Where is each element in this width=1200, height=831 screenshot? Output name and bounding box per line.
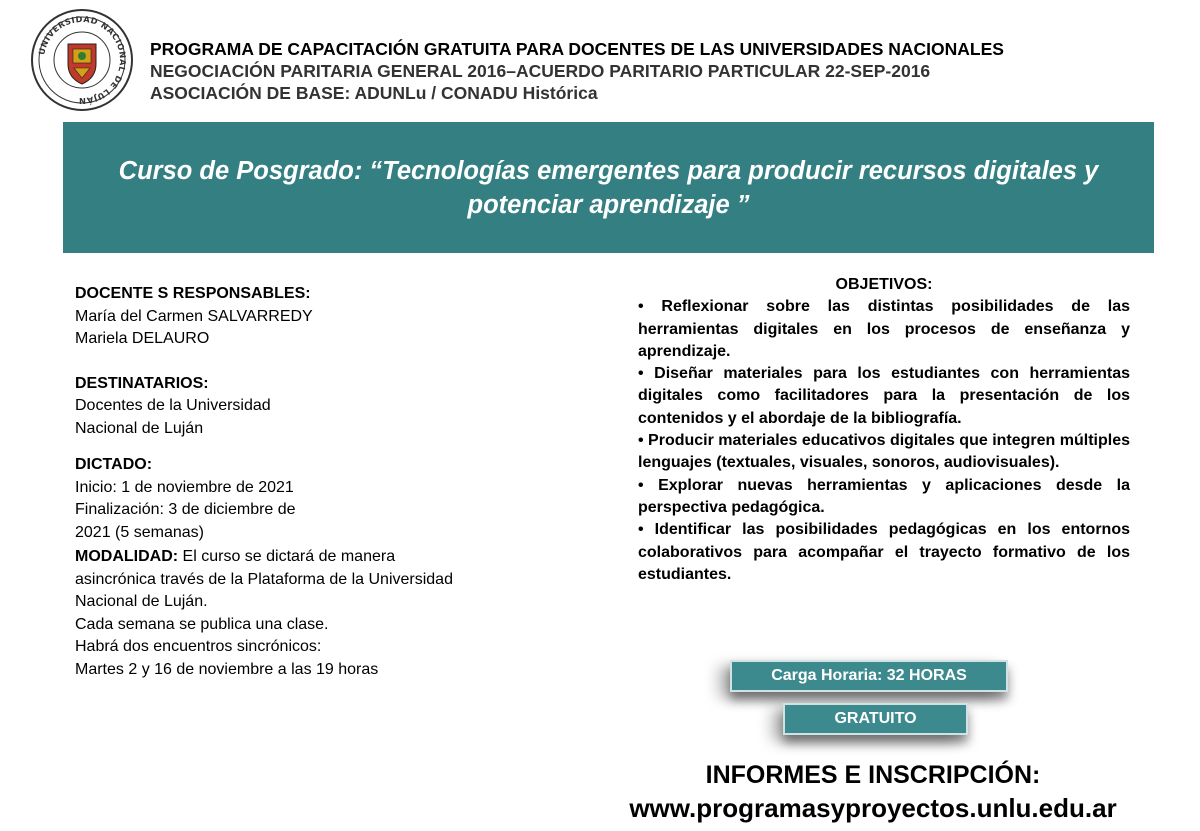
- header-negotiation-line: NEGOCIACIÓN PARITARIA GENERAL 2016–ACUERDO PARITARIO PARTICULAR 22-SEP-2016: [150, 61, 931, 81]
- docente-name: María del Carmen SALVARREDY: [75, 307, 313, 325]
- destinatarios-heading: DESTINATARIOS:: [75, 374, 209, 392]
- dictado-line: Inicio: 1 de noviembre de 2021: [75, 478, 294, 496]
- modalidad-line: Martes 2 y 16 de noviembre a las 19 horas: [75, 660, 379, 678]
- course-title: Curso de Posgrado: “Tecnologías emergentes para producir recursos digitales y potenciar aprendizaje ”: [118, 156, 1099, 219]
- modalidad-heading: MODALIDAD:: [75, 548, 179, 565]
- docentes-heading: DOCENTE S RESPONSABLES:: [75, 285, 311, 302]
- docente-name: Mariela DELAURO: [75, 330, 210, 347]
- objetivo-item: • Reflexionar sobre las distintas posibilidades de las herramientas digitales en los procesos de enseñanza y aprendizaje.: [638, 298, 1130, 360]
- dictado-line: 2021 (5 semanas): [75, 523, 204, 541]
- carga-horaria-badge: Carga Horaria: 32 HORAS: [730, 660, 1008, 692]
- gratuito-badge: GRATUITO: [783, 703, 968, 735]
- dictado-heading: DICTADO:: [75, 456, 153, 473]
- modalidad-line: Cada semana se publica una clase.: [75, 615, 329, 633]
- dictado-line: Finalización: 3 de diciembre de: [75, 501, 296, 518]
- objetivo-item: • Producir materiales educativos digitales que integren múltiples lenguajes (textuales, visuales, sonoros, audiovisuales).: [638, 432, 1130, 472]
- course-details: [75, 283, 475, 681]
- objetivo-item: • Explorar nuevas herramientas y aplicaciones desde la perspectiva pedagógica.: [638, 476, 1130, 516]
- destinatarios-line: Nacional de Luján: [75, 419, 204, 437]
- header-association-line: ASOCIACIÓN DE BASE: ADUNLu / CONADU Histórica: [150, 83, 598, 103]
- objetivo-item: • Diseñar materiales para los estudiantes con herramientas digitales como facilitadores para la presentación de los contenidos y el abordaje de la bibliografía.: [638, 365, 1130, 427]
- destinatarios-line: Docentes de la Universidad: [75, 397, 271, 414]
- objetivo-item: • Identificar las posibilidades pedagógicas en los entornos colaborativos para acompañar el trayecto formativo de los estudiantes.: [638, 521, 1130, 583]
- header-program-line: PROGRAMA DE CAPACITACIÓN GRATUITA PARA DOCENTES DE LAS UNIVERSIDADES NACIONALES: [150, 39, 1004, 59]
- svg-text:UNIVERSIDAD NACIONAL DE LUJÁN: UNIVERSIDAD NACIONAL DE LUJÁN: [36, 13, 129, 107]
- modalidad-text: El curso se dictará de manera asincrónica través de la Plataforma de la Universidad Nacional de Luján.: [75, 548, 453, 610]
- objetivos-heading: OBJETIVOS:: [835, 276, 933, 293]
- university-seal-logo: [30, 8, 134, 112]
- informes-title: INFORMES E INSCRIPCIÓN:: [705, 761, 1041, 789]
- modalidad-paragraph: [75, 546, 475, 614]
- informes-url-link[interactable]: www.programasyproyectos.unlu.edu.ar: [629, 793, 1117, 823]
- informes-section: [613, 760, 1133, 825]
- header: [150, 38, 1004, 104]
- objetivos-section: [638, 274, 1130, 586]
- course-title-banner: [63, 122, 1154, 253]
- modalidad-line: Habrá dos encuentros sincrónicos:: [75, 638, 322, 655]
